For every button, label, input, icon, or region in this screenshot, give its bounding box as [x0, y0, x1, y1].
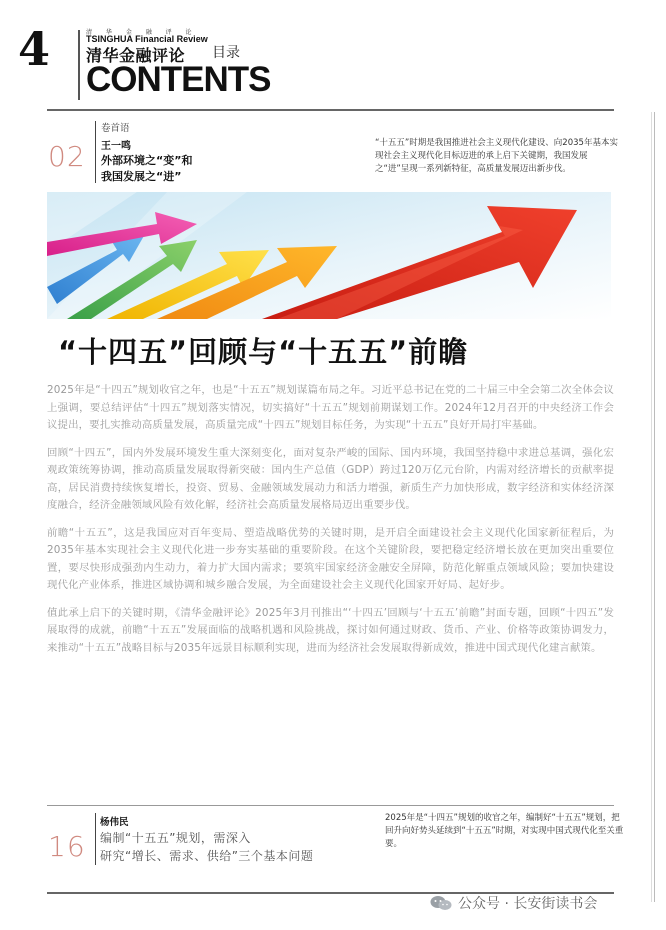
issue-number: 4 [18, 22, 51, 76]
article2-title-line1[interactable]: 编制“十五五”规划，需深入 [100, 831, 251, 845]
feature-paragraph-4: 值此承上启下的关键时期，《清华金融评论》2025年3月刊推出“‘十四五’回顾与‘十五五’前瞻”封面专题，回顾“十四五”发展取得的成就，前瞻“十五五”发展面临的战略机遇和风险挑战，探讨如何通过财政、货币、产业、价格等政策协调发力，来推动“十五五”战略目标与2035年远景目标顺利实现，进而为经济社会发展取得新成效，推进中国式现代化建言献策。 [47, 606, 614, 654]
article2-divider [95, 813, 96, 865]
magazine-tiny-name: 清 华 金 融 评 论 [86, 29, 198, 36]
watermark-text: 公众号 · 长安街读书会 [458, 896, 598, 912]
cover-banner-image [47, 192, 611, 319]
article-title-line1[interactable]: 外部环境之“变”和 [101, 154, 193, 167]
article-summary: “十五五”时期是我国推进社会主义现代化建设、向2035年基本实现社会主义现代化目标迈进的承上启下关键期，我国发展之“进”呈现一系列新特征，高质量发展迈出新步伐。 [375, 138, 618, 174]
mulu-label: 目录 [212, 45, 240, 61]
feature-paragraph-3: 前瞻“十五五”，这是我国应对百年变局、塑造战略优势的关键时期，是开启全面建设社会主义现代化国家新征程后，为2035年基本实现社会主义现代化进一步夯实基础的重要阶段。在这个关键阶段，要把稳定经济增长放在更加突出重要位置，要尽快形成强劲内生动力，着力扩大国内需求；要筑牢国家经济金融安全屏障，防范化解重点领域风险；要加快建设现代化产业体系，推进区域协调和城乡融合发展，为全面建设社会主义现代化国家开好局、起好步。 [47, 526, 614, 591]
article-column-label: 卷首语 [101, 123, 130, 134]
article-divider [95, 121, 96, 183]
top-rule [47, 109, 614, 111]
article-title-line2[interactable]: 我国发展之“进” [101, 170, 182, 183]
side-rule-inner [651, 112, 652, 902]
article2-author: 杨伟民 [100, 817, 129, 828]
magazine-english-name: TSINGHUA Financial Review [86, 34, 208, 44]
side-rule [654, 112, 655, 902]
article2-summary: 2025年是“十四五”规划的收官之年，编制好“十五五”规划，把回升向好势头延续到“十五五”时期，对实现中国式现代化至关重要。 [385, 813, 624, 849]
section-divider [47, 805, 614, 806]
header-divider [78, 30, 80, 100]
wechat-watermark [430, 893, 597, 913]
wechat-icon [430, 895, 452, 911]
article2-page-number: 16 [48, 830, 86, 863]
article-page-number: 02 [48, 140, 86, 173]
feature-paragraph-1: 2025年是“十四五”规划收官之年，也是“十五五”规划谋篇布局之年。习近平总书记在党的二十届三中全会第二次全体会议上强调，要总结评估“十四五”规划落实情况，切实搞好“十五五”规划前期谋划工作。2024年12月召开的中央经济工作会议提出，要扎实推动高质量发展，高质量完成“十四五”规划目标任务，为实现“十五五”良好开局打牢基础。 [47, 384, 614, 431]
article-author: 王一鸣 [101, 141, 131, 152]
magazine-chinese-name: 清华金融评论 [86, 46, 186, 65]
feature-body [47, 382, 614, 667]
article2-title-line2[interactable]: 研究“增长、需求、供给”三个基本问题 [100, 849, 314, 863]
feature-headline[interactable]: “十四五”回顾与“十五五”前瞻 [58, 335, 469, 369]
feature-paragraph-2: 回顾“十四五”，国内外发展环境发生重大深刻变化，面对复杂严峻的国际、国内环境，我国坚持稳中求进总基调，强化宏观政策统筹协调，推动高质量发展取得新突破：国内生产总值（GDP）跨过120万亿元台阶，内需对经济增长的贡献率提高，居民消费持续恢复增长，投资、贸易、金融领域发展动力和活力增强，新质生产力加快形成，数字经济和实体经济深度融合，经济金融领域风险有效化解，经济社会高质量发展格局迈出重要步伐。 [47, 446, 614, 511]
contents-title: CONTENTS [86, 60, 271, 99]
